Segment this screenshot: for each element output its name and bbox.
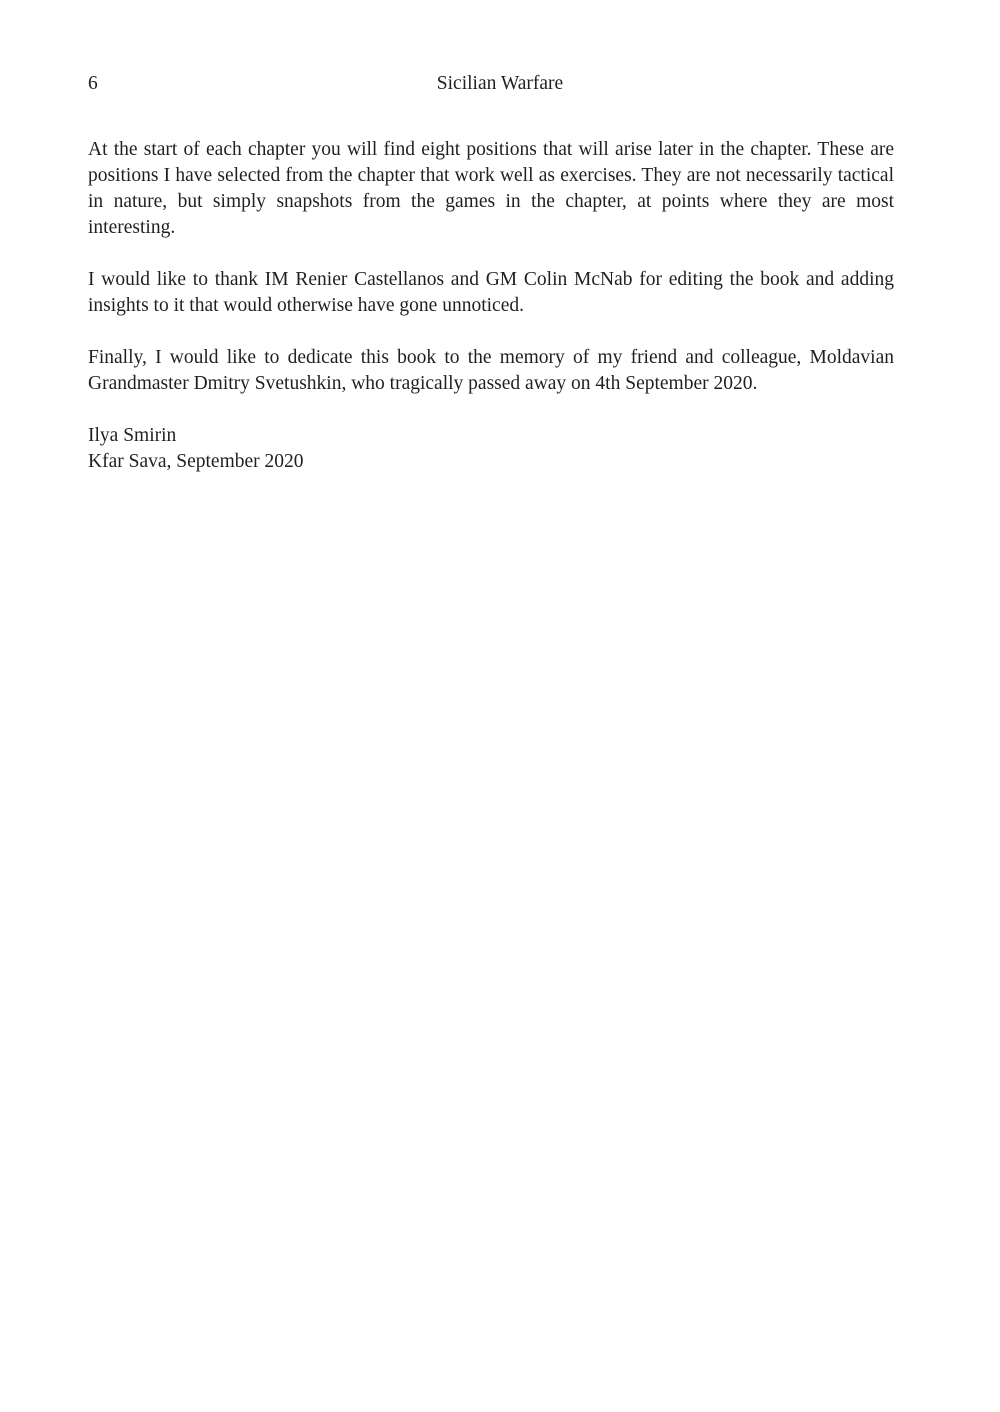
paragraph-acknowledgements: I would like to thank IM Renier Castellanos and GM Colin McNab for editing the book and adding insights to it that would otherwise have gone unnoticed. <box>88 269 894 316</box>
running-head <box>0 70 1000 98</box>
paragraph-exercises: At the start of each chapter you will find eight positions that will arise later in the chapter. These are positions I have selected from the chapter that work well as exercises. They are not necessarily tactical in nature, but simply snapshots from the games in the chapter, at points where they are most interesting. <box>88 139 894 238</box>
body-text <box>88 137 894 475</box>
book-title: Sicilian Warfare <box>436 73 564 94</box>
signature-block <box>88 423 894 475</box>
page-number: 6 <box>88 73 98 94</box>
place-date: Kfar Sava, September 2020 <box>88 451 304 472</box>
author-name: Ilya Smirin <box>88 425 177 446</box>
paragraph-dedication: Finally, I would like to dedicate this book to the memory of my friend and colleague, Moldavian Grandmaster Dmitry Svetushkin, who tragically passed away on 4th September 2020. <box>88 347 894 394</box>
